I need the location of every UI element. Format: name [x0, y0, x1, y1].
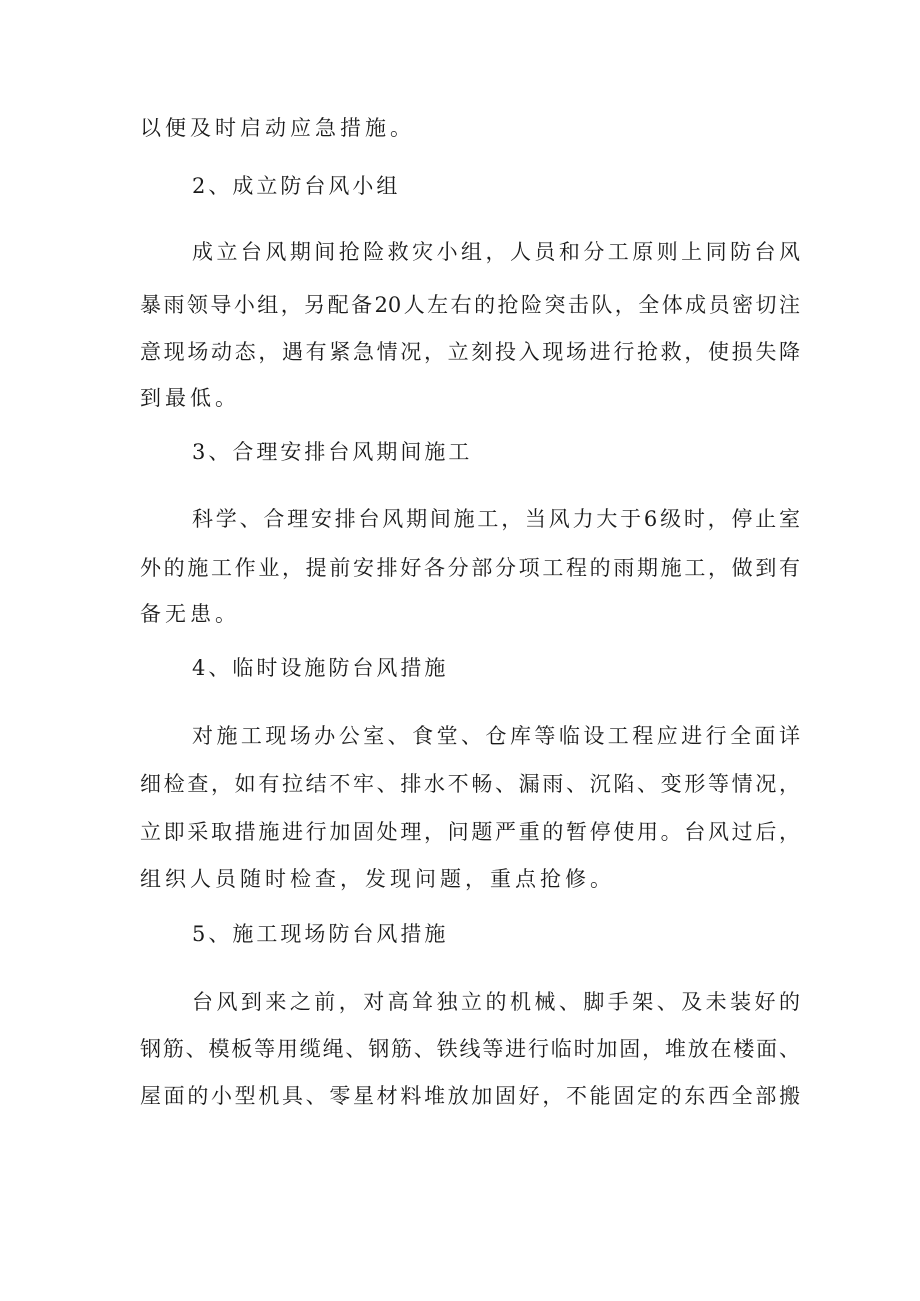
- paragraph-line: 组织人员随时检查，发现问题，重点抢修。: [140, 867, 615, 891]
- paragraph-line: 屋面的小型机具、零星材料堆放加固好，不能固定的东西全部搬: [140, 1084, 800, 1108]
- paragraph-line: 成立台风期间抢险救灾小组，人员和分工原则上同防台风: [192, 240, 800, 264]
- paragraph-line: 细检查，如有拉结不牢、排水不畅、漏雨、沉陷、变形等情况，: [140, 772, 800, 796]
- paragraph-line: 以便及时启动应急措施。: [140, 116, 415, 140]
- section-heading-3: 3、合理安排台风期间施工: [192, 440, 473, 464]
- paragraph-line: 台风到来之前，对高耸独立的机械、脚手架、及未装好的: [192, 990, 800, 1014]
- paragraph-line: 暴雨领导小组，另配备20人左右的抢险突击队，全体成员密切注: [140, 293, 800, 317]
- section-heading-2: 2、成立防台风小组: [192, 174, 401, 198]
- paragraph-line: 科学、合理安排台风期间施工，当风力大于6级时，停止室: [192, 507, 800, 531]
- paragraph-line: 备无患。: [140, 602, 240, 626]
- paragraph-line: 外的施工作业，提前安排好各分部分项工程的雨期施工，做到有: [140, 556, 800, 580]
- paragraph-line: 对施工现场办公室、食堂、仓库等临设工程应进行全面详: [192, 724, 800, 748]
- section-heading-5: 5、施工现场防台风措施: [192, 922, 449, 946]
- paragraph-line: 到最低。: [140, 386, 240, 410]
- paragraph-line: 立即采取措施进行加固处理，问题严重的暂停使用。台风过后，: [140, 820, 800, 844]
- paragraph-line: 钢筋、模板等用缆绳、钢筋、铁线等进行临时加固，堆放在楼面、: [140, 1037, 800, 1061]
- section-heading-4: 4、临时设施防台风措施: [192, 656, 449, 680]
- paragraph-line: 意现场动态，遇有紧急情况，立刻投入现场进行抢救，使损失降: [140, 340, 800, 364]
